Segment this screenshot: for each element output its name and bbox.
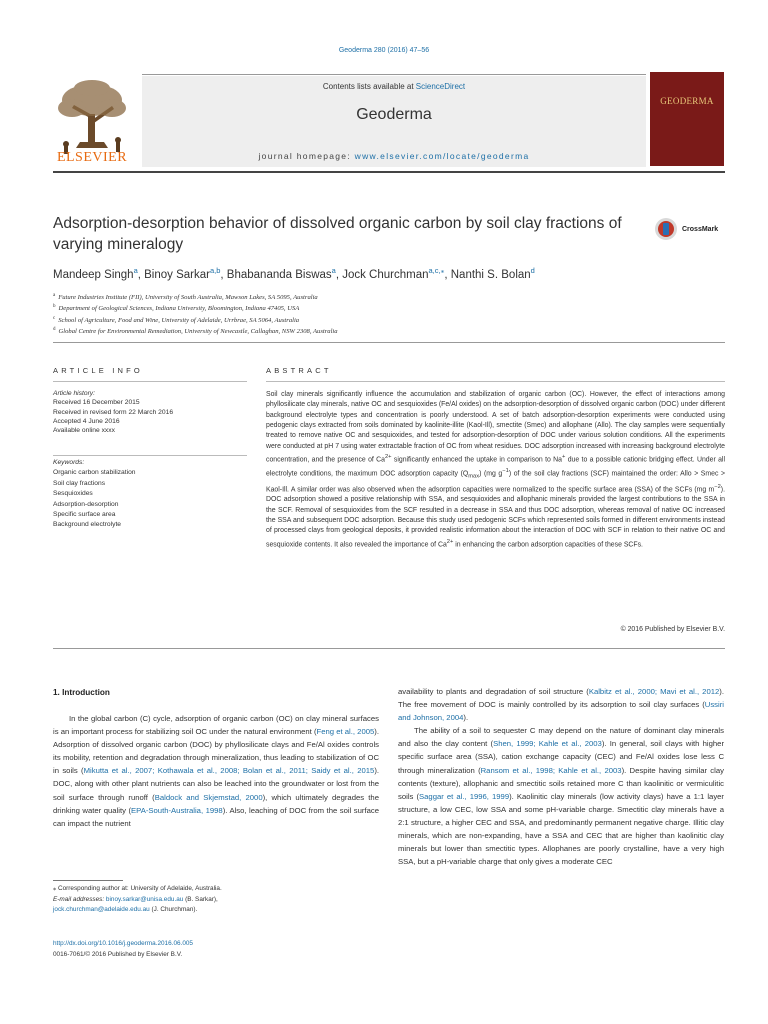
contents-line xyxy=(142,82,646,91)
body-text: ). The free movement of DOC is mainly controlled by its adsorption to soil clay surfaces ( xyxy=(398,687,724,710)
citation-link[interactable]: Ussiri and Johnson, 2004 xyxy=(398,700,724,723)
keyword-item: Sesquioxides xyxy=(53,490,93,498)
citation-link[interactable]: Shen, 1999; Kahle et al., 2003 xyxy=(493,739,602,749)
affiliation-text: Department of Geological Sciences, Indiana University, Bloomington, Indiana 47405, USA xyxy=(58,305,300,313)
crossmark-icon[interactable] xyxy=(654,217,678,241)
email-addresses xyxy=(53,895,379,906)
affiliation-letter: c xyxy=(53,315,56,321)
intro-paragraph-2 xyxy=(398,724,724,868)
history-item: Accepted 4 June 2016 xyxy=(53,417,120,425)
body-text: In the global carbon (C) cycle, adsorption of organic carbon (OC) on clay mineral surfaces is an important process for stabilizing soil OC under the natural environment ( xyxy=(53,714,379,737)
abstract-segment: ) (mg g xyxy=(479,470,503,477)
author-affiliation-marker[interactable]: a xyxy=(133,266,138,275)
affiliation-item xyxy=(53,302,713,313)
abstract-heading: ABSTRACT xyxy=(266,366,332,375)
cover-title: GEODERMA xyxy=(660,96,714,106)
abstract-superscript: + xyxy=(562,454,566,461)
abstract-segment: in enhancing the carbon adsorption capacities of these SCFs. xyxy=(453,541,643,549)
affiliation-item xyxy=(53,291,713,302)
doi-link[interactable]: http://dx.doi.org/10.1016/j.geoderma.2016.06.005 xyxy=(53,940,193,947)
keywords-label: Keywords: xyxy=(53,459,85,466)
author-separator: , xyxy=(444,268,451,281)
email-owner: (B. Sarkar), xyxy=(183,895,218,903)
intro-paragraph-left xyxy=(53,712,379,830)
affiliation-divider xyxy=(53,342,725,343)
citation-link[interactable]: Saggar et al., 1996, 1999 xyxy=(419,791,510,801)
article-title: Adsorption-desorption behavior of dissolved organic carbon by soil clay fractions of varying mineralogy xyxy=(53,215,622,253)
citation-link[interactable]: Ransom et al., 1998; Kahle et al., 2003 xyxy=(480,765,622,775)
footnote-divider xyxy=(53,880,123,881)
intro-paragraph-continued xyxy=(398,685,724,724)
journal-homepage xyxy=(142,151,646,161)
affiliation-letter: d xyxy=(53,327,56,333)
keywords-divider xyxy=(53,455,247,456)
abstract-segment: Soil clay minerals significantly influence the accumulation and stabilization of organic carbon (OC). However, the effect of interactions among phyllosilicate clay minerals, native OC and sesquioxides (Fe/Al oxides) on the adsorption-desorption of dissolved organic carbon (DOC) under different background electrolyte types and concentration is poorly understood. A set of batch adsorption-desorption experiments were conducted using pedogenic clays extracted from soils dominated by kaolinite-illite (Kaol-Ill), smectite (Smec) and allophane (Allo). The clay samples were sequentially treated to remove native OC and sesquioxides, and tested for adsorption-desorption of DOC under various solution conditions. All the experiments were conducted at pH 7 using water extractable fraction of OC from wheat residues. DOC adsorption increased with increasing background electrolyte concentration, and the presence of Ca xyxy=(266,391,725,464)
affiliation-letter: a xyxy=(53,293,56,298)
keyword-item: Specific surface area xyxy=(53,511,116,519)
crossmark-label[interactable]: CrossMark xyxy=(682,226,719,233)
introduction-heading: 1. Introduction xyxy=(53,688,110,697)
author-name: Mandeep Singh xyxy=(53,268,134,281)
affiliation-text: Future Industries Institute (FII), University of South Australia, Mawson Lakes, SA 5095, Australia xyxy=(58,294,318,302)
body-text: ), which ultimately degrades the drinking water quality ( xyxy=(53,792,379,815)
author-affiliation-marker[interactable]: a,b xyxy=(209,266,221,275)
contents-prefix: Contents lists available at xyxy=(322,82,416,91)
citation-link[interactable]: Feng et al., 2005 xyxy=(316,727,375,737)
body-text: ). Kaolinitic clay minerals (low activity clays) have a 1:1 layer structure, a low CEC, low SSA and some pH-variable charge. Smectitic clay minerals have a 2:1 structure, a higher CEC and SSA, and predominantly permanent negative charge. Illitic clay minerals, which are non-expanding, have a SSA and CEC that are higher than kaolinitic clay minerals but lower than smectitic types. Allophanes are poorly crystalline, have a very high SSA, but a pH-variable charge that only gives a moderate CEC xyxy=(398,791,724,867)
author-name: Bhabananda Biswas xyxy=(226,268,332,281)
abstract-segment: significantly enhanced the uptake in comparison to Na xyxy=(391,456,562,464)
keyword-item: Adsorption-desorption xyxy=(53,500,119,508)
keyword-item: Organic carbon stabilization xyxy=(53,469,136,477)
journal-cover-image[interactable] xyxy=(650,72,724,166)
citation-link[interactable]: Mikutta et al., 2007; Kothawala et al., 2008; Bolan et al., 2011; Saidy et al., 2015 xyxy=(83,766,375,776)
abstract-text xyxy=(266,390,725,550)
homepage-prefix: journal homepage: xyxy=(258,151,355,161)
citation-link[interactable]: Kalbitz et al., 2000; Mavi et al., 2012 xyxy=(588,687,720,696)
body-text: ). xyxy=(463,713,469,723)
journal-citation[interactable]: Geoderma 280 (2016) 47–56 xyxy=(338,47,430,54)
citation-link[interactable]: Baldock and Skjemstad, 2000 xyxy=(154,792,263,802)
abstract-superscript: 2+ xyxy=(446,538,454,545)
affiliation-text: School of Agriculture, Food and Wine, University of Adelaide, Urrbrae, SA 5064, Australia xyxy=(58,316,300,324)
affiliation-text: Global Centre for Environmental Remediation, University of Newcastle, Callaghan, NSW 2308, Australia xyxy=(58,328,338,336)
history-label: Article history: xyxy=(53,390,95,397)
email-addresses-cont xyxy=(53,905,379,916)
author-separator: , xyxy=(220,268,227,281)
elsevier-wordmark: ELSEVIER xyxy=(56,150,128,165)
abstract-segment: due to a possible cationic bridging effect. Under all electrolyte conditions, the maximum DOC adsorption capacity (Q xyxy=(266,456,725,477)
email-owner: (J. Churchman). xyxy=(149,906,198,914)
doi-block xyxy=(53,938,379,960)
body-text: ). DOC, along with other plant nutrients can also be leached into the groundwater or lost from the soil surface through runoff ( xyxy=(53,766,380,802)
author-separator: , xyxy=(137,268,145,281)
abstract-segment: ). DOC adsorption showed a positive relationship with SSA, and sesquioxides and allophanic minerals provided the largest contributions to the SSA in the SCF. Removal of sesquioxides from the SCF resulted in a decrease in SSA and thus DOC adsorption, whereas removal of native OC increased the SSA and subsequent DOC adsorption. Because this study used pedogenic SCFs which represented soils formed in different environments instead of processed clays from geological deposits, it provided realistic information about the interaction of DOC with SCF in relation to their native OC and sesquioxide contents. It also revealed the importance of Ca xyxy=(266,486,725,549)
corresponding-author-note: ⁎ Corresponding author at: University of Adelaide, Australia. xyxy=(53,885,222,892)
article-history xyxy=(53,389,247,435)
header-divider xyxy=(142,74,646,75)
email-link-churchman[interactable]: jock.churchman@adelaide.edu.au xyxy=(53,906,150,914)
keywords-list xyxy=(53,458,247,531)
abstract-divider xyxy=(266,381,725,382)
history-item: Received in revised form 22 March 2016 xyxy=(53,408,174,416)
email-link-sarkar[interactable]: binoy.sarkar@unisa.edu.au xyxy=(105,895,184,903)
author-affiliation-marker[interactable]: a,c,⁎ xyxy=(428,266,445,275)
abstract-copyright: © 2016 Published by Elsevier B.V. xyxy=(620,626,725,633)
keyword-item: Background electrolyte xyxy=(53,521,122,529)
author-separator: , xyxy=(335,268,343,281)
article-info-heading: ARTICLE INFO xyxy=(53,366,143,375)
abstract-segment: ) of the soil clay fractions (SCF) maintained the order: Allo > Smec > Kaol-Ill. A similar order was also observed when the adsorption capacities were normalized to the specific surface area (SSA) of the SCFs (mg m xyxy=(266,470,726,494)
body-text: ). Adsorption of dissolved organic carbon (DOC) by phyllosilicate clays and Fe/Al oxides controls its mobility, retention and degradation through mineralization, thus leading to stabilization of OC in soils ( xyxy=(53,727,379,776)
body-text: ). In general, soil clays with higher specific surface area (SSA), cation exchange capacity (CEC) and Fe/Al oxides lose less C through mineralization ( xyxy=(398,739,725,775)
abstract-superscript: −2 xyxy=(714,483,721,490)
article-info-divider xyxy=(53,381,247,382)
intro-column-right xyxy=(398,685,724,868)
body-text: ). Also, leaching of DOC from the soil surface can impact the nutrient xyxy=(53,805,379,828)
author-affiliation-marker[interactable]: d xyxy=(530,266,535,275)
history-item: Available online xxxx xyxy=(53,427,115,435)
header-bottom-rule xyxy=(53,171,725,173)
affiliation-list xyxy=(53,291,713,337)
body-text: ). Despite having similar clay contents (texture), allophanic and smectitic soils retained more C than kaolinitic or vermiculitic soils ( xyxy=(398,765,724,801)
sciencedirect-link[interactable]: ScienceDirect xyxy=(415,82,466,91)
author-name: Nanthi S. Bolan xyxy=(450,268,531,281)
keyword-item: Soil clay fractions xyxy=(53,479,106,487)
affiliation-item xyxy=(53,325,713,336)
citation-link[interactable]: EPA-South-Australia, 1998 xyxy=(131,805,223,815)
abstract-superscript: 2+ xyxy=(384,454,392,461)
author-name: Binoy Sarkar xyxy=(144,268,210,281)
author-list xyxy=(53,266,713,281)
affiliation-letter: b xyxy=(53,304,56,310)
body-text: The ability of a soil to sequester C may depend on the nature of dominant clay minerals and also the clay content ( xyxy=(398,726,724,749)
author-name: Jock Churchman xyxy=(342,268,429,281)
affiliation-item xyxy=(53,314,713,325)
body-text: availability to plants and degradation of soil structure ( xyxy=(398,687,589,696)
author-affiliation-marker[interactable]: a xyxy=(331,266,336,275)
issn-copyright: 0016-7061/© 2016 Published by Elsevier B.V. xyxy=(53,951,183,958)
corresponding-author-footnote xyxy=(53,884,379,916)
history-item: Received 16 December 2015 xyxy=(53,399,140,407)
email-label: E-mail addresses: xyxy=(53,895,106,903)
abstract-subscript: max xyxy=(468,473,480,480)
abstract-superscript: −1 xyxy=(502,467,509,474)
homepage-link[interactable]: www.elsevier.com/locate/geoderma xyxy=(354,151,530,161)
journal-name: Geoderma xyxy=(356,106,432,123)
abstract-end-divider xyxy=(53,648,725,649)
